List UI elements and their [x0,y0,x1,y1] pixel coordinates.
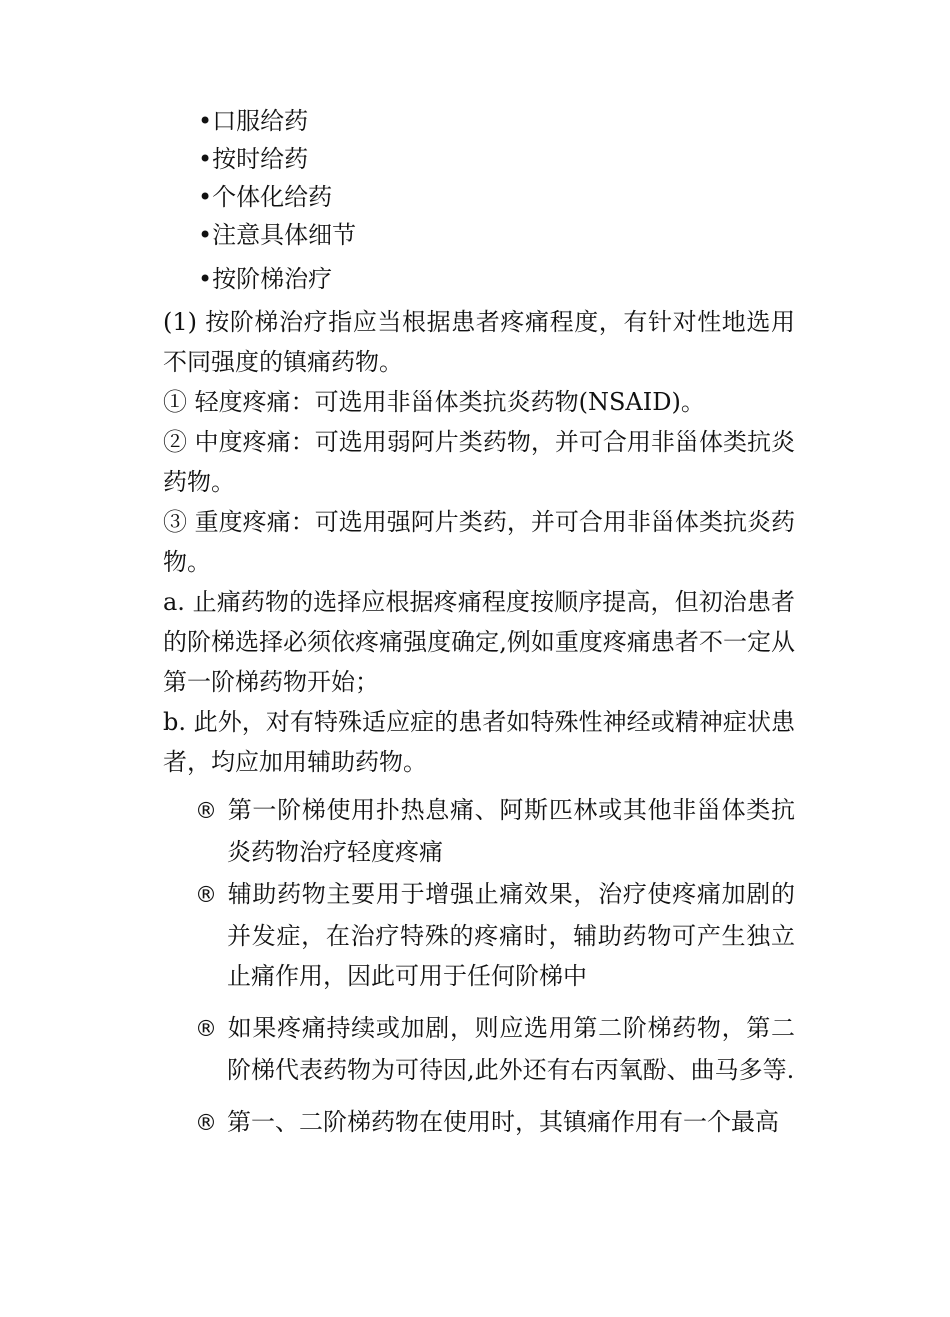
paragraph-ladder-intro: (1) 按阶梯治疗指应当根据患者疼痛程度，有针对性地选用不同强度的镇痛药物。 [163,308,795,376]
marked-item-text: 第一阶梯使用扑热息痛、阿斯匹林或其他非甾体类抗炎药物治疗轻度疼痛 [227,796,795,866]
paragraph-severe-pain: ③ 重度疼痛：可选用强阿片类药，并可合用非甾体类抗炎药物。 [163,508,795,576]
bullet-item-individualized: •个体化给药 [198,183,333,211]
marked-item-text: 第一、二阶梯药物在使用时，其镇痛作用有一个最高 [227,1108,779,1136]
bullet-item-details: •注意具体细节 [198,221,357,249]
marked-item-text: 辅助药物主要用于增强止痛效果，治疗使疼痛加剧的并发症，在治疗特殊的疼痛时，辅助药物可产生独立止痛作用，因此可用于任何阶梯中 [227,880,795,990]
body-text [163,302,795,782]
paragraph-note-b: b. 此外，对有特殊适应症的患者如特殊性神经或精神症状患者，均应加用辅助药物。 [163,708,795,776]
principle-bullet-list [198,102,356,298]
marked-item-second-step [195,1008,795,1090]
paragraph-mild-pain: ① 轻度疼痛：可选用非甾体类抗炎药物(NSAID)。 [163,388,705,416]
bullet-item-ladder: •按阶梯治疗 [198,265,333,293]
marked-item-ceiling [195,1102,795,1144]
marked-item-list [195,790,795,1146]
marked-item-adjuvant [195,874,795,996]
paragraph-note-a: a. 止痛药物的选择应根据疼痛程度按顺序提高，但初治患者的阶梯选择必须依疼痛强度确定,例如重度疼痛患者不一定从第一阶梯药物开始； [163,588,795,696]
registered-mark-icon: ® [195,883,217,908]
registered-mark-icon: ® [195,799,217,824]
marked-item-text: 如果疼痛持续或加剧，则应选用第二阶梯药物，第二阶梯代表药物为可待因,此外还有右丙氧酚、曲马多等. [227,1014,795,1084]
registered-mark-icon: ® [195,1017,217,1042]
bullet-item-oral: •口服给药 [198,107,309,135]
paragraph-moderate-pain: ② 中度疼痛：可选用弱阿片类药物，并可合用非甾体类抗炎药物。 [163,428,795,496]
registered-mark-icon: ® [195,1111,217,1136]
marked-item-first-step [195,790,795,872]
bullet-item-scheduled: •按时给药 [198,145,309,173]
